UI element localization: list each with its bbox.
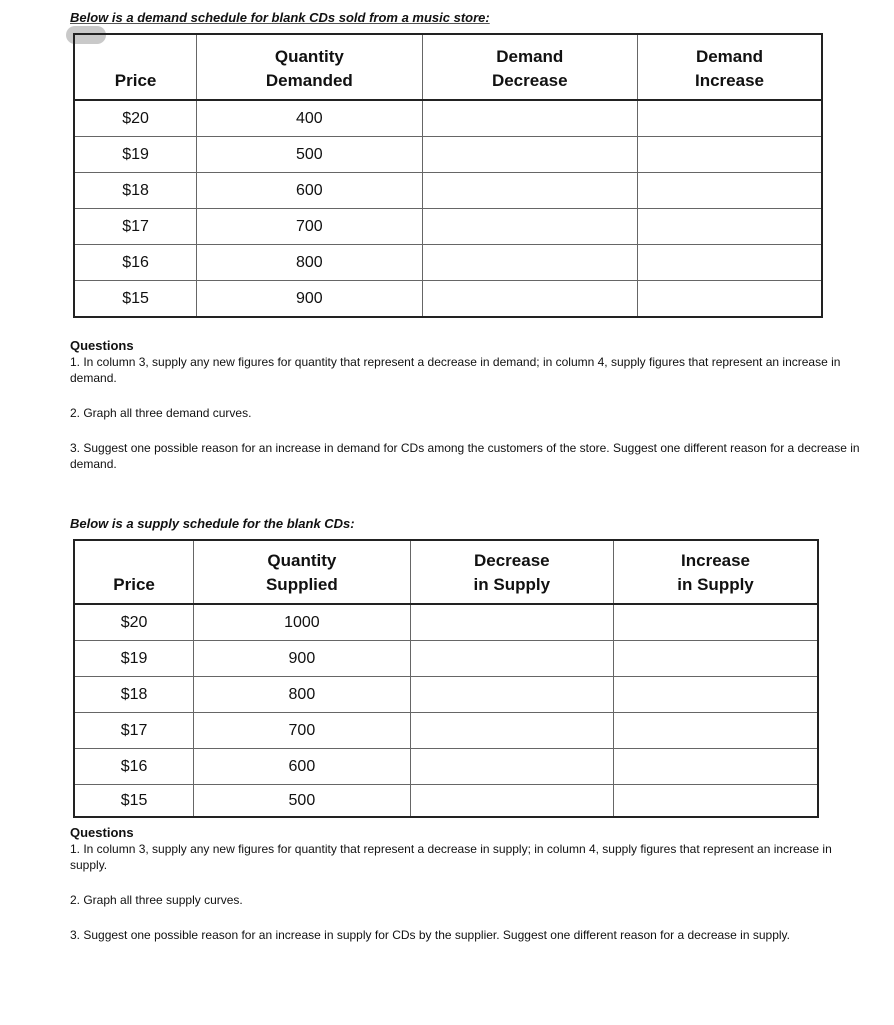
table-row xyxy=(74,749,818,785)
table-row xyxy=(74,677,818,713)
supply-increase-cell xyxy=(614,641,818,677)
demand-schedule-table xyxy=(73,33,823,318)
demand-decrease-cell xyxy=(422,209,637,245)
table-row xyxy=(74,785,818,818)
supply-increase-cell xyxy=(614,749,818,785)
supply-decrease-cell xyxy=(410,749,613,785)
quantity-cell: 900 xyxy=(194,641,410,677)
price-cell: $19 xyxy=(74,137,197,173)
question-3: 3. Suggest one possible reason for an increase in demand for CDs among the customers of the store. Suggest one different reason for a decrease in demand. xyxy=(70,441,860,471)
quantity-cell: 1000 xyxy=(194,604,410,641)
supply-decrease-cell xyxy=(410,604,613,641)
quantity-cell: 700 xyxy=(197,209,422,245)
demand-increase-header: Demand Increase xyxy=(637,34,822,100)
supply-decrease-cell xyxy=(410,677,613,713)
demand-increase-cell xyxy=(637,173,822,209)
quantity-cell: 600 xyxy=(197,173,422,209)
quantity-cell: 600 xyxy=(194,749,410,785)
demand-decrease-cell xyxy=(422,173,637,209)
quantity-cell: 900 xyxy=(197,281,422,318)
price-header: Price xyxy=(74,34,197,100)
quantity-cell: 400 xyxy=(197,100,422,137)
quantity-cell: 500 xyxy=(197,137,422,173)
questions-title: Questions xyxy=(70,825,134,840)
supply-increase-cell xyxy=(614,785,818,818)
price-cell: $20 xyxy=(74,100,197,137)
table-header-row xyxy=(74,34,822,100)
supply-increase-cell xyxy=(614,604,818,641)
supply-increase-cell xyxy=(614,713,818,749)
supply-decrease-cell xyxy=(410,785,613,818)
supply-questions xyxy=(70,825,860,943)
table-row xyxy=(74,209,822,245)
supply-decrease-cell xyxy=(410,713,613,749)
demand-questions xyxy=(70,338,860,472)
price-header: Price xyxy=(74,540,194,604)
price-cell: $17 xyxy=(74,713,194,749)
table-row xyxy=(74,713,818,749)
table-row xyxy=(74,641,818,677)
demand-decrease-header: Demand Decrease xyxy=(422,34,637,100)
demand-schedule-heading: Below is a demand schedule for blank CDs sold from a music store: xyxy=(70,10,490,25)
question-1: 1. In column 3, supply any new figures for quantity that represent a decrease in demand; in column 4, supply figures that represent an increase in demand. xyxy=(70,355,841,385)
price-cell: $18 xyxy=(74,173,197,209)
table-row xyxy=(74,281,822,318)
price-cell: $20 xyxy=(74,604,194,641)
question-2: 2. Graph all three supply curves. xyxy=(70,893,243,907)
demand-decrease-cell xyxy=(422,100,637,137)
demand-decrease-cell xyxy=(422,281,637,318)
table-row xyxy=(74,100,822,137)
table-row xyxy=(74,604,818,641)
demand-increase-cell xyxy=(637,245,822,281)
price-cell: $19 xyxy=(74,641,194,677)
quantity-cell: 500 xyxy=(194,785,410,818)
price-cell: $18 xyxy=(74,677,194,713)
demand-increase-cell xyxy=(637,100,822,137)
quantity-cell: 800 xyxy=(197,245,422,281)
question-2: 2. Graph all three demand curves. xyxy=(70,406,252,420)
supply-schedule-table xyxy=(73,539,819,818)
decrease-in-supply-header: Decrease in Supply xyxy=(410,540,613,604)
demand-decrease-cell xyxy=(422,137,637,173)
price-cell: $17 xyxy=(74,209,197,245)
quantity-supplied-header: Quantity Supplied xyxy=(194,540,410,604)
supply-increase-cell xyxy=(614,677,818,713)
table-row xyxy=(74,245,822,281)
demand-decrease-cell xyxy=(422,245,637,281)
increase-in-supply-header: Increase in Supply xyxy=(614,540,818,604)
supply-schedule-heading: Below is a supply schedule for the blank CDs: xyxy=(70,516,355,531)
price-cell: $15 xyxy=(74,785,194,818)
quantity-cell: 700 xyxy=(194,713,410,749)
quantity-cell: 800 xyxy=(194,677,410,713)
supply-decrease-cell xyxy=(410,641,613,677)
question-1: 1. In column 3, supply any new figures for quantity that represent a decrease in supply; in column 4, supply figures that represent an increase in supply. xyxy=(70,842,832,872)
quantity-demanded-header: Quantity Demanded xyxy=(197,34,422,100)
question-3: 3. Suggest one possible reason for an increase in supply for CDs by the supplier. Suggest one different reason for a decrease in supply. xyxy=(70,928,790,942)
demand-increase-cell xyxy=(637,209,822,245)
table-header-row xyxy=(74,540,818,604)
price-cell: $16 xyxy=(74,749,194,785)
price-cell: $15 xyxy=(74,281,197,318)
questions-title: Questions xyxy=(70,338,134,353)
price-cell: $16 xyxy=(74,245,197,281)
table-row xyxy=(74,137,822,173)
demand-increase-cell xyxy=(637,137,822,173)
demand-increase-cell xyxy=(637,281,822,318)
table-row xyxy=(74,173,822,209)
